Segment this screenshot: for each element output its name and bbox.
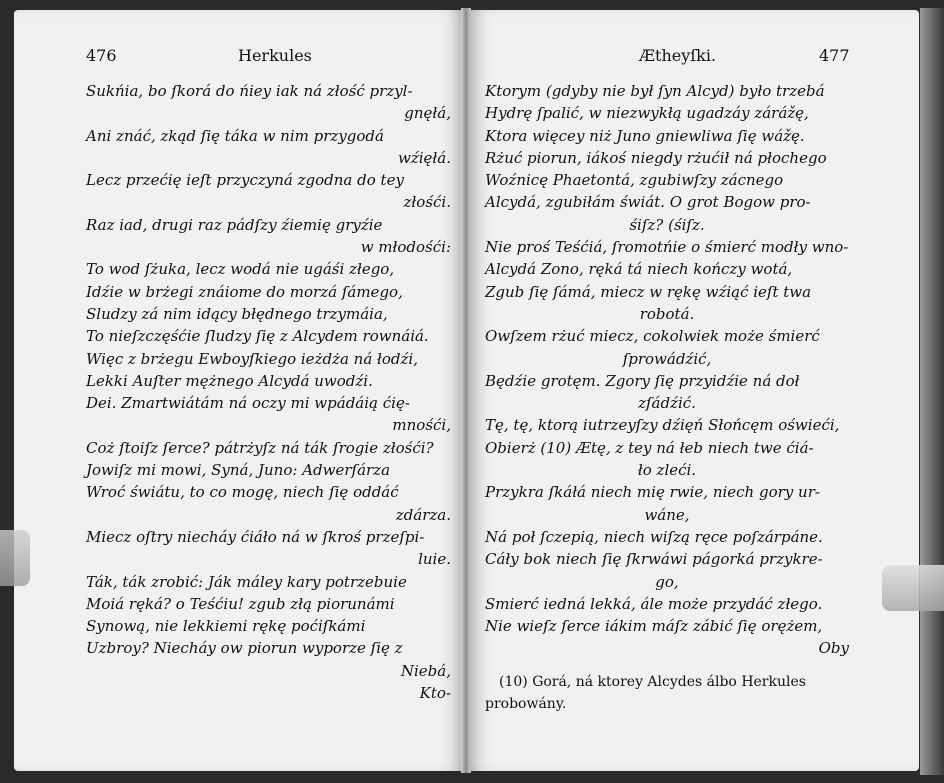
text-line: Idźie w brżegi znáiome do morzá ſámego, <box>86 282 403 301</box>
book-edge <box>920 8 944 775</box>
text-line: Sukńia, bo ſkorá do ńiey iak ná złość przyl- <box>86 82 413 100</box>
text-line: Synową, nie lekkiemi rękę poćiſkámi <box>86 617 366 636</box>
text-line: luie. <box>418 550 451 569</box>
text-line: zdárza. <box>395 505 451 524</box>
footnote-line: (10) Gorá, ná ktorey Alcydes álbo Herkules <box>499 674 806 690</box>
footnote <box>485 671 849 716</box>
page-clip-right <box>882 565 944 611</box>
text-line: Ani znáć, zkąd ſię táka w nim przygodá <box>86 126 384 145</box>
text-line: wáne, <box>644 505 690 524</box>
text-line: Sludzy zá nim idący błędnego trzymáia, <box>86 304 388 323</box>
text-line: Raz iad, drugi raz pádſzy źiemię gryźie <box>86 215 383 234</box>
text-line: To nieſzczęśćie ſludzy ſię z Alcydem rownáiá. <box>86 327 429 346</box>
text-line: Uzbroy? Niecháy ow piorun wyporze ſię z <box>86 639 403 658</box>
text-line: mnośći, <box>392 416 451 435</box>
text-line: zſádźić. <box>638 394 696 413</box>
text-line: śiſz? (śiſz. <box>629 215 705 234</box>
text-line: Owſzem rżuć miecz, cokolwiek może śmierć <box>485 327 820 346</box>
right-page-number: 477 <box>819 46 850 65</box>
text-line: Niebá, <box>400 661 451 680</box>
text-line: w młodośći: <box>360 238 451 257</box>
text-line: Ktorym (gdyby nie był ſyn Alcyd) było trzebá <box>485 82 825 100</box>
right-text-block <box>485 80 849 660</box>
text-line: Więc z brżegu Ewboyſkiego ieżdża ná łodźi, <box>86 349 418 368</box>
text-line: go, <box>655 572 679 591</box>
text-line: Jowiſz mi mowi, Syná, Juno: Adwerſárza <box>86 461 391 480</box>
text-line: Oby <box>818 639 849 658</box>
text-line: Nie wieſz ſerce iákim máſz zábić ſię orężem, <box>485 617 823 636</box>
text-line: Hydrę ſpalić, w niezwykłą ugadzáy zárážę, <box>485 104 809 123</box>
footnote-line: probowány. <box>485 696 567 713</box>
text-line: Alcydá, zgubiłám świát. O grot Bogow pro- <box>485 193 811 212</box>
text-line: Miecz oſtry niecháy ćiáło ná w ſkroś przeſpi- <box>86 527 425 546</box>
text-line: Smierć iedná lekká, ále może przydáć złego. <box>485 594 823 613</box>
page-clip-left <box>0 530 30 586</box>
text-line: Tę, tę, ktorą iutrzeyſzy dźięń Słońcęm oświeći, <box>485 416 840 435</box>
text-line: Ták, ták zrobić: Ják máley kary potrzebuie <box>86 572 407 591</box>
text-line: Lekki Auſter mężnego Alcydá uwodźi. <box>86 371 373 390</box>
text-line: Przykra ſkáłá niech mię rwie, niech gory ur- <box>485 483 820 502</box>
text-line: Cáły bok niech ſię ſkrwáwi págorká przykre- <box>485 550 823 569</box>
text-line: Moiá ręká? o Teśćiu! zgub złą piorunámi <box>86 594 395 613</box>
text-line: Wroć świátu, to co mogę, niech ſię oddáć <box>86 483 399 502</box>
text-line: To wod ſżuka, lecz wodá nie ugáśi złego, <box>86 260 395 279</box>
text-line: Woźnicę Phaetontá, zgubiwſzy zácnego <box>485 171 784 190</box>
text-line: Ktora więcey niż Juno gniewliwa ſię wážę. <box>485 126 805 145</box>
text-line: Obierż (10) Ætę, z tey ná łeb niech twe ćiá- <box>485 438 814 457</box>
right-running-head: Ætheyſki. <box>639 46 717 65</box>
text-line: wźięłá. <box>398 148 451 167</box>
text-line: Będźie grotęm. Zgory ſię przyidźie ná doł <box>485 371 800 390</box>
left-page <box>14 10 463 771</box>
text-line: złośći. <box>403 193 451 212</box>
text-line: Dei. Zmartwiátám ná oczy mi wpádáią ćię- <box>86 394 410 413</box>
text-line: Nie proś Teśćiá, ſromotńie o śmierć modły wno- <box>485 238 849 257</box>
text-line: ło zleći. <box>637 461 697 480</box>
text-line: Lecz przećię ieſt przyczyná zgodna do tey <box>86 171 404 190</box>
text-line: gnęłá, <box>404 104 451 123</box>
text-line: Kto- <box>419 684 451 703</box>
right-page <box>469 10 919 771</box>
text-line: Zgub ſię ſámá, miecz w rękę wźiąć ieſt twa <box>485 282 812 301</box>
text-line: Alcydá Zono, ręká tá niech kończy wotá, <box>485 260 793 279</box>
left-text-block <box>86 80 451 704</box>
text-line: Ná poł ſczepią, niech wiſzą ręce poſzárpáne. <box>485 527 823 546</box>
text-line: ſprowádźić, <box>622 349 712 368</box>
text-line: Coż ſtoiſz ſerce? pátrżyſz ná ták ſrogie złośći? <box>86 438 434 457</box>
text-line: robotá. <box>639 304 695 323</box>
left-page-number: 476 <box>86 46 117 65</box>
left-running-head: Herkules <box>238 46 312 65</box>
text-line: Rżuć piorun, iákoś niegdy rżućił ná płochego <box>485 148 827 167</box>
